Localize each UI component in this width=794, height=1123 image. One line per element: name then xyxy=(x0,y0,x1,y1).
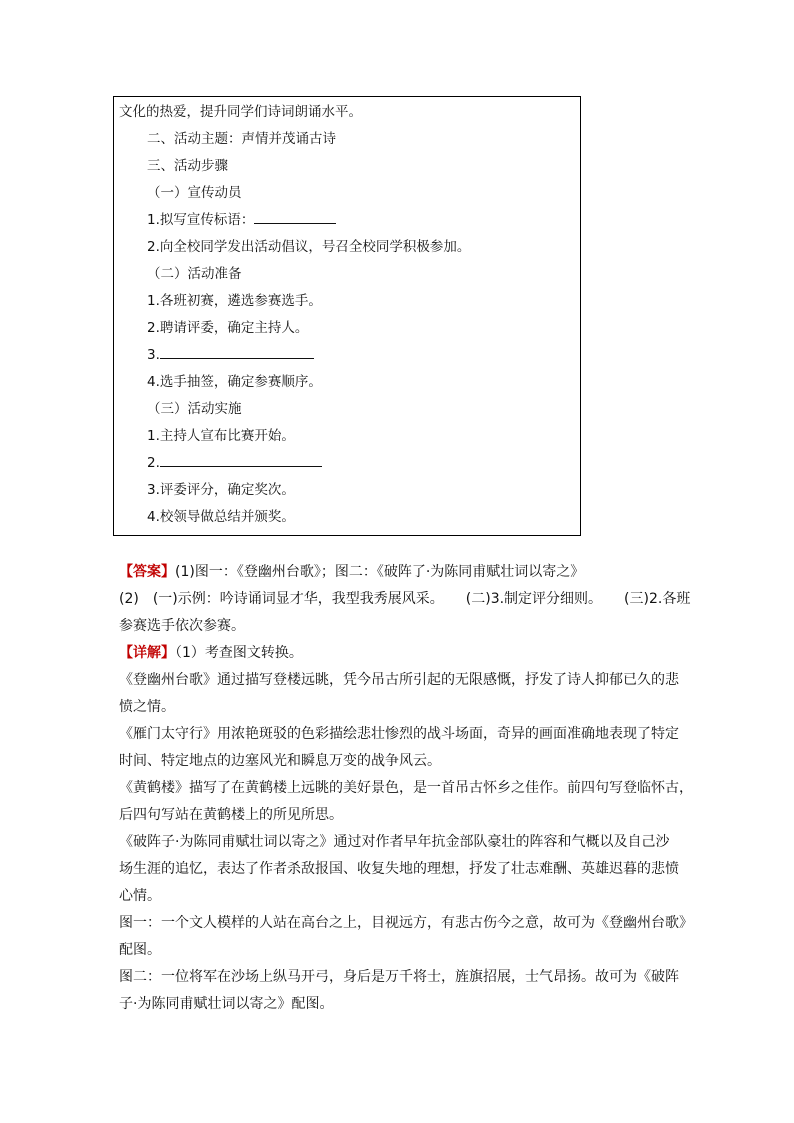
step-3-item-1: 1.主持人宣布比赛开始。 xyxy=(147,428,295,444)
step-2-item-3-blank xyxy=(160,346,314,359)
answer-tag: 【答案】 xyxy=(119,564,175,580)
detail-line-1 xyxy=(119,644,679,663)
step-3-heading: （三）活动实施 xyxy=(147,401,242,417)
detail-paragraph-line: 后四句写站在黄鹤楼上的所见所思。 xyxy=(119,807,343,823)
answer-part-2-prep: (二)3.制定评分细则。 xyxy=(465,591,603,607)
step-2-item-3 xyxy=(147,346,314,364)
detail-paragraph-line: 愤之情。 xyxy=(119,699,175,715)
detail-paragraph-line: 《雁门太守行》用浓艳斑驳的色彩描绘悲壮惨烈的战斗场面，奇异的画面准确地表现了特定 xyxy=(119,726,679,742)
activity-theme: 二、活动主题：声情并茂诵古诗 xyxy=(147,131,336,147)
answer-line-3: 参赛选手依次参赛。 xyxy=(119,618,245,634)
detail-intro: （1）考查图文转换。 xyxy=(175,645,303,661)
answer-line-2 xyxy=(119,590,691,609)
step-3-item-2 xyxy=(147,454,322,472)
detail-paragraph-line: 子·为陈同甫赋壮词以寄之》配图。 xyxy=(119,996,334,1012)
step-1-item-1 xyxy=(147,211,336,229)
detail-paragraph-line: 图一：一个文人模样的人站在高台之上，目视远方，有悲古伤今之意，故可为《登幽州台歌》 xyxy=(119,915,693,931)
answer-part-1: (1)图一：《登幽州台歌》；图二：《破阵了·为陈同甫赋壮词以寄之》 xyxy=(175,564,585,580)
activity-steps-heading: 三、活动步骤 xyxy=(147,158,228,174)
step-2-item-4: 4.选手抽签，确定参赛顺序。 xyxy=(147,374,322,390)
step-3-item-2-label: 2. xyxy=(147,455,160,471)
step-2-item-2: 2.聘请评委，确定主持人。 xyxy=(147,320,309,336)
detail-paragraph-line: 《破阵子·为陈同甫赋壮词以寄之》通过对作者早年抗金部队豪壮的阵容和气概以及自己沙 xyxy=(119,834,670,850)
step-2-item-3-label: 3. xyxy=(147,347,160,363)
answer-line-1 xyxy=(119,563,679,582)
slogan-blank xyxy=(254,211,336,224)
answer-part-2-example: (2) (一)示例：吟诗诵词显才华，我型我秀展风采。 xyxy=(119,591,444,607)
detail-paragraph-line: 图二：一位将军在沙场上纵马开弓，身后是万千将士，旌旗招展，士气昂扬。故可为《破阵 xyxy=(119,969,679,985)
detail-paragraph-line: 时间、特定地点的边塞风光和瞬息万变的战争风云。 xyxy=(119,753,441,769)
detail-paragraph-line: 《黄鹤楼》描写了在黄鹤楼上远眺的美好景色，是一首吊古怀乡之佳作。前四句写登临怀古， xyxy=(119,780,693,796)
detail-paragraph-line: 《登幽州台歌》通过描写登楼远眺，凭今吊古所引起的无限感慨，抒发了诗人抑郁已久的悲 xyxy=(119,672,679,688)
step-1-item-2: 2.向全校同学发出活动倡议，号召全校同学积极参加。 xyxy=(147,239,471,255)
step-3-item-3: 3.评委评分，确定奖次。 xyxy=(147,482,295,498)
step-3-item-4: 4.校领导做总结并颁奖。 xyxy=(147,509,295,525)
step-3-item-2-blank xyxy=(160,454,322,467)
plan-line: 文化的热爱，提升同学们诗词朗诵水平。 xyxy=(119,104,362,120)
detail-paragraph-line: 场生涯的追忆，表达了作者杀敌报国、收复失地的理想，抒发了壮志难酬、英雄迟暮的悲愤 xyxy=(119,861,679,877)
detail-paragraph-line: 配图。 xyxy=(119,942,161,958)
step-1-heading: （一）宣传动员 xyxy=(147,185,242,201)
answer-part-2-impl: (三)2.各班 xyxy=(624,591,691,607)
step-1-item-1-label: 1.拟写宣传标语： xyxy=(147,212,255,228)
detail-paragraph-line: 心情。 xyxy=(119,888,161,904)
step-2-heading: （二）活动准备 xyxy=(147,266,242,282)
detail-tag: 【详解】 xyxy=(119,645,175,661)
step-2-item-1: 1.各班初赛，遴选参赛选手。 xyxy=(147,293,322,309)
